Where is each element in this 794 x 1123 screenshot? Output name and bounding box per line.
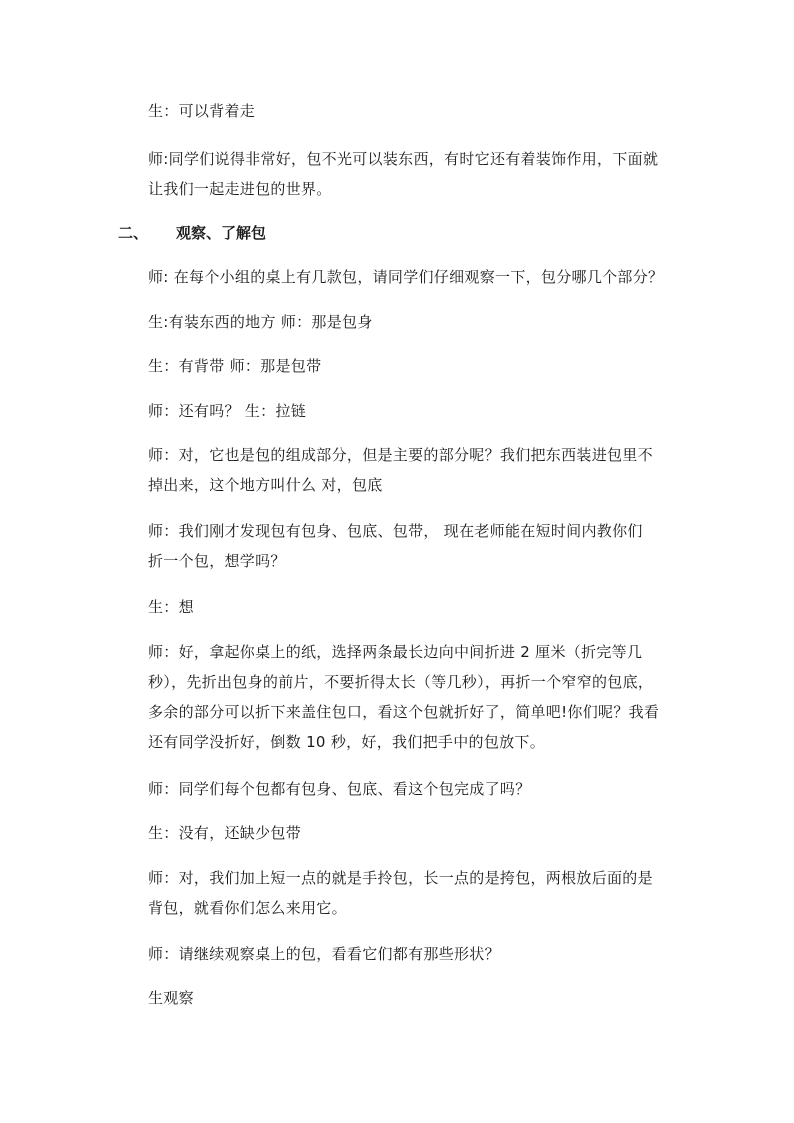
text-line: 师：好，拿起你桌上的纸，选择两条最长边向中间折进 2 厘米（折完等几 bbox=[148, 643, 643, 661]
section-title: 观察、了解包 bbox=[176, 224, 267, 242]
text-line: 师：还有吗？ 生：拉链 bbox=[148, 402, 307, 420]
text-line: 掉出来，这个地方叫什么 对，包底 bbox=[148, 476, 383, 494]
paragraph bbox=[148, 396, 306, 426]
text-line: 师：同学们每个包都有包身、包底、看这个包完成了吗？ bbox=[148, 780, 531, 798]
text-line: 生：有背带 师：那是包带 bbox=[148, 357, 322, 375]
paragraph-teacher-intro bbox=[148, 144, 658, 204]
text-line: 让我们一起走进包的世界。 bbox=[148, 180, 332, 198]
text-line: 师：请继续观察桌上的包，看看它们都有那些形状？ bbox=[148, 945, 500, 963]
text-line: 生:有装东西的地方 师：那是包身 bbox=[148, 313, 373, 331]
text-line: 多余的部分可以折下来盖住包口，看这个包就折好了，简单吧!你们呢？我看 bbox=[148, 703, 660, 721]
text-line: 生：没有，还缺少包带 bbox=[148, 824, 302, 842]
text-line: 师：对，它也是包的组成部分，但是主要的部分呢？我们把东西装进包里不 bbox=[148, 446, 653, 464]
paragraph-student-answer bbox=[148, 96, 255, 126]
paragraph bbox=[148, 939, 500, 969]
paragraph bbox=[148, 863, 653, 923]
text-line: 生：可以背着走 bbox=[148, 102, 256, 120]
paragraph bbox=[148, 440, 653, 500]
paragraph bbox=[148, 637, 659, 757]
text-line: 生：想 bbox=[148, 598, 194, 616]
paragraph bbox=[148, 818, 301, 848]
paragraph bbox=[148, 351, 321, 381]
section-heading bbox=[118, 218, 266, 248]
text-line: 生观察 bbox=[148, 989, 194, 1007]
paragraph bbox=[148, 592, 194, 622]
paragraph bbox=[148, 262, 663, 292]
text-line: 师：我们刚才发现包有包身、包底、包带， 现在老师能在短时间内教你们 bbox=[148, 522, 643, 540]
text-line: 秒），先折出包身的前片，不要折得太长（等几秒），再折一个窄窄的包底， bbox=[148, 673, 654, 691]
text-line: 折一个包，想学吗？ bbox=[148, 552, 286, 570]
paragraph bbox=[148, 516, 643, 576]
text-line: 师: 在每个小组的桌上有几款包，请同学们仔细观察一下，包分哪几个部分？ bbox=[148, 268, 664, 286]
section-number: 二、 bbox=[118, 224, 149, 242]
paragraph bbox=[148, 983, 194, 1013]
text-line: 师:同学们说得非常好，包不光可以装东西，有时它还有着装饰作用，下面就 bbox=[148, 150, 659, 168]
paragraph bbox=[148, 774, 531, 804]
paragraph bbox=[148, 307, 373, 337]
text-line: 还有同学没折好，倒数 10 秒，好，我们把手中的包放下。 bbox=[148, 733, 546, 751]
text-line: 师：对，我们加上短一点的就是手拎包，长一点的是挎包，两根放后面的是 bbox=[148, 869, 653, 887]
text-line: 背包，就看你们怎么来用它。 bbox=[148, 899, 347, 917]
